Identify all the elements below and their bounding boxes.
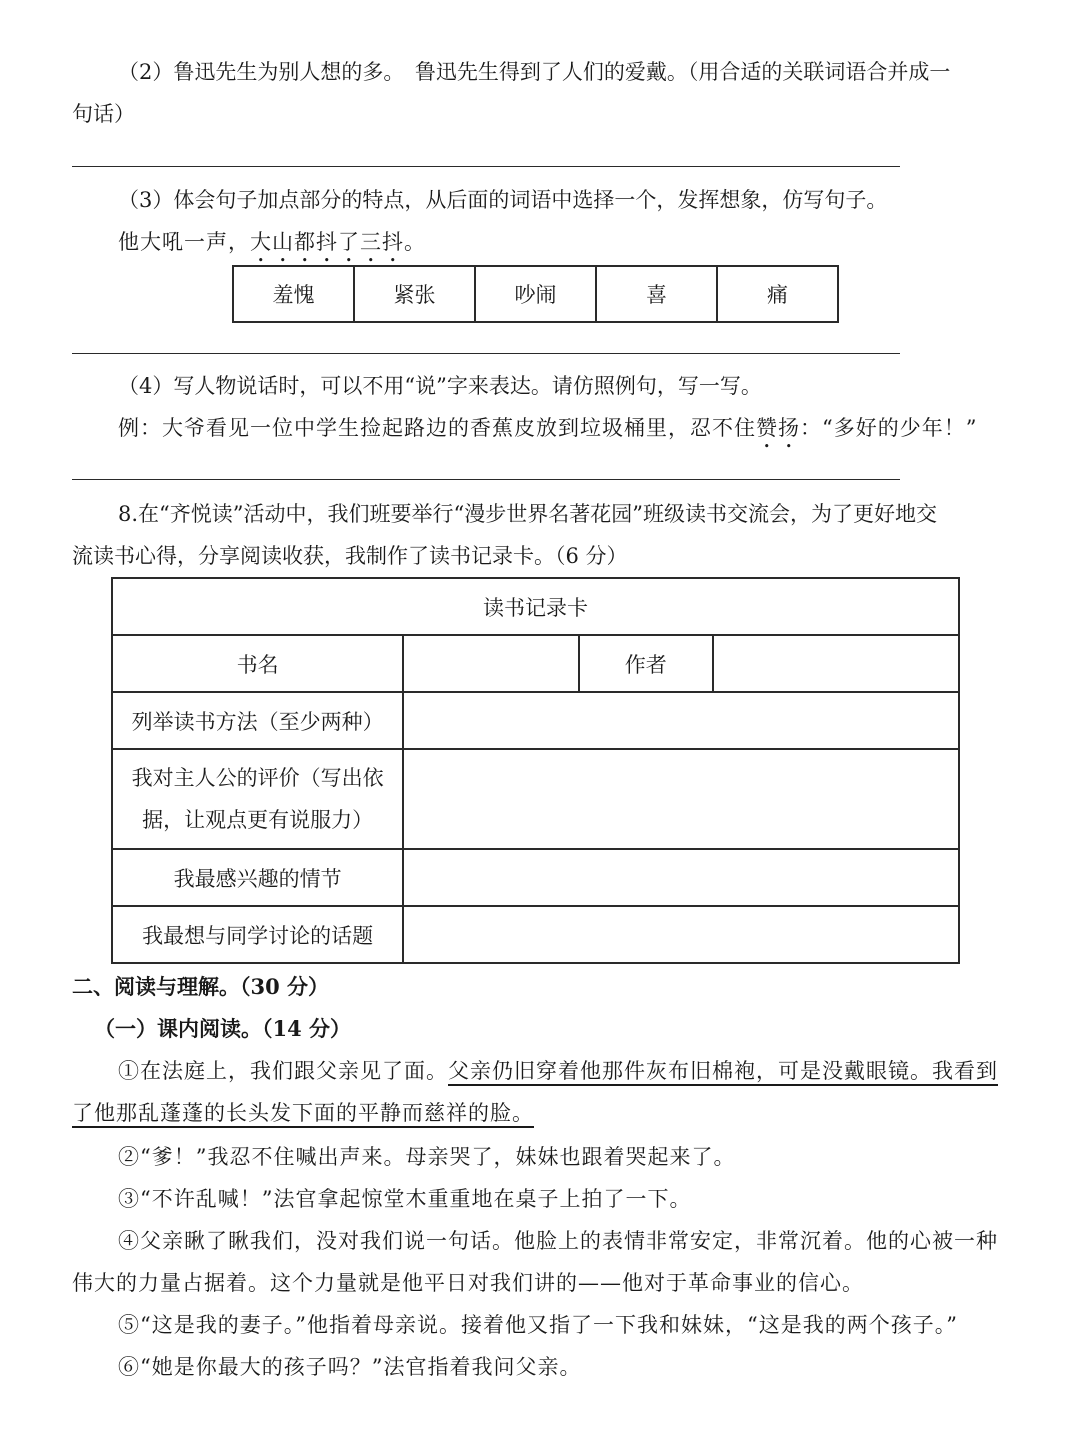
- card-author-cell[interactable]: [713, 635, 959, 692]
- q2-answer-line[interactable]: [72, 166, 900, 167]
- section-sub-heading: （一）课内阅读。（14 分）: [94, 1016, 352, 1041]
- card-book-name-label: 书名: [112, 635, 403, 692]
- q4-answer-line[interactable]: [72, 479, 900, 480]
- card-methods-cell[interactable]: [403, 692, 959, 749]
- q3-word-1: 羞愧: [233, 266, 354, 322]
- passage-p5: ⑤“这是我的妻子。”他指着母亲说。接着他又指了一下我和妹妹，“这是我的两个孩子。”: [118, 1313, 958, 1337]
- q4-example: [118, 416, 977, 453]
- passage-p4-line-1: ④父亲瞅了瞅我们，没对我们说一句话。他脸上的表情非常安定，非常沉着。他的心被一种: [118, 1229, 998, 1253]
- passage-p1-underlined-1: 父亲仍旧穿着他那件灰布旧棉袍，可是没戴眼镜。我看到: [448, 1059, 998, 1083]
- card-title: 读书记录卡: [112, 578, 959, 635]
- q3-example: [118, 230, 426, 267]
- passage-p1-line-2: [72, 1103, 534, 1124]
- q3-example-end: 。: [404, 230, 426, 254]
- card-topic-label: 我最想与同学讨论的话题: [112, 906, 403, 963]
- card-methods-label: 列举读书方法（至少两种）: [112, 692, 403, 749]
- card-evaluation-cell[interactable]: [403, 749, 959, 849]
- q2-line-2: 句话）: [72, 102, 135, 126]
- passage-p3: ③“不许乱喊！”法官拿起惊堂木重重地在桌子上拍了一下。: [118, 1187, 692, 1211]
- q3-word-table: [232, 265, 839, 323]
- card-plot-label: 我最感兴趣的情节: [112, 849, 403, 906]
- q4-instruction: （4）写人物说话时，可以不用“说”字来表达。请仿照例句，写一写。: [118, 374, 762, 398]
- passage-p4-line-2: 伟大的力量占据着。这个力量就是他平日对我们讲的——他对于革命事业的信心。: [72, 1271, 864, 1295]
- q3-word-5: 痛: [717, 266, 838, 322]
- passage-p1-pre: ①在法庭上，我们跟父亲见了面。: [118, 1059, 448, 1083]
- q3-instruction: （3）体会句子加点部分的特点，从后面的词语中选择一个，发挥想象，仿写句子。: [118, 188, 888, 212]
- q8-line-2: 流读书心得，分享阅读收获，我制作了读书记录卡。（6 分）: [72, 544, 628, 568]
- card-plot-cell[interactable]: [403, 849, 959, 906]
- card-evaluation-line-1: 我对主人公的评价（写出依: [131, 766, 384, 790]
- q3-example-dotted: 大山都抖了三抖: [250, 230, 404, 254]
- q3-word-4: 喜: [596, 266, 717, 322]
- card-book-name-cell[interactable]: [403, 635, 579, 692]
- q3-example-plain: 他大吼一声，: [118, 230, 250, 254]
- q3-word-3: 吵闹: [475, 266, 596, 322]
- q3-answer-line[interactable]: [72, 353, 900, 354]
- card-topic-cell[interactable]: [403, 906, 959, 963]
- q3-word-2: 紧张: [354, 266, 475, 322]
- q4-example-pre: 例：大爷看见一位中学生捡起路边的香蕉皮放到垃圾桶里，忍不住: [118, 416, 756, 440]
- card-author-label: 作者: [579, 635, 713, 692]
- q4-example-post: ：“多好的少年！”: [800, 416, 978, 440]
- q2-line-1: （2）鲁迅先生为别人想的多。 鲁迅先生得到了人们的爱戴。（用合适的关联词语合并成一: [118, 60, 951, 84]
- q4-example-dotted: 赞扬: [756, 416, 800, 440]
- section-heading: 二、阅读与理解。（30 分）: [72, 974, 330, 999]
- q8-line-1: 8.在“齐悦读”活动中，我们班要举行“漫步世界名著花园”班级读书交流会，为了更好地交: [118, 502, 937, 526]
- card-evaluation-label: [112, 749, 403, 849]
- passage-p1-line-1: [118, 1061, 998, 1082]
- passage-p6: ⑥“她是你最大的孩子吗？”法官指着我问父亲。: [118, 1355, 582, 1379]
- card-evaluation-line-2: 据，让观点更有说服力）: [142, 808, 374, 832]
- reading-record-card: [111, 577, 960, 964]
- passage-p2: ②“爹！”我忍不住喊出声来。母亲哭了，妹妹也跟着哭起来了。: [118, 1145, 736, 1169]
- passage-p1-underlined-2: 了他那乱蓬蓬的长头发下面的平静而慈祥的脸。: [72, 1101, 534, 1125]
